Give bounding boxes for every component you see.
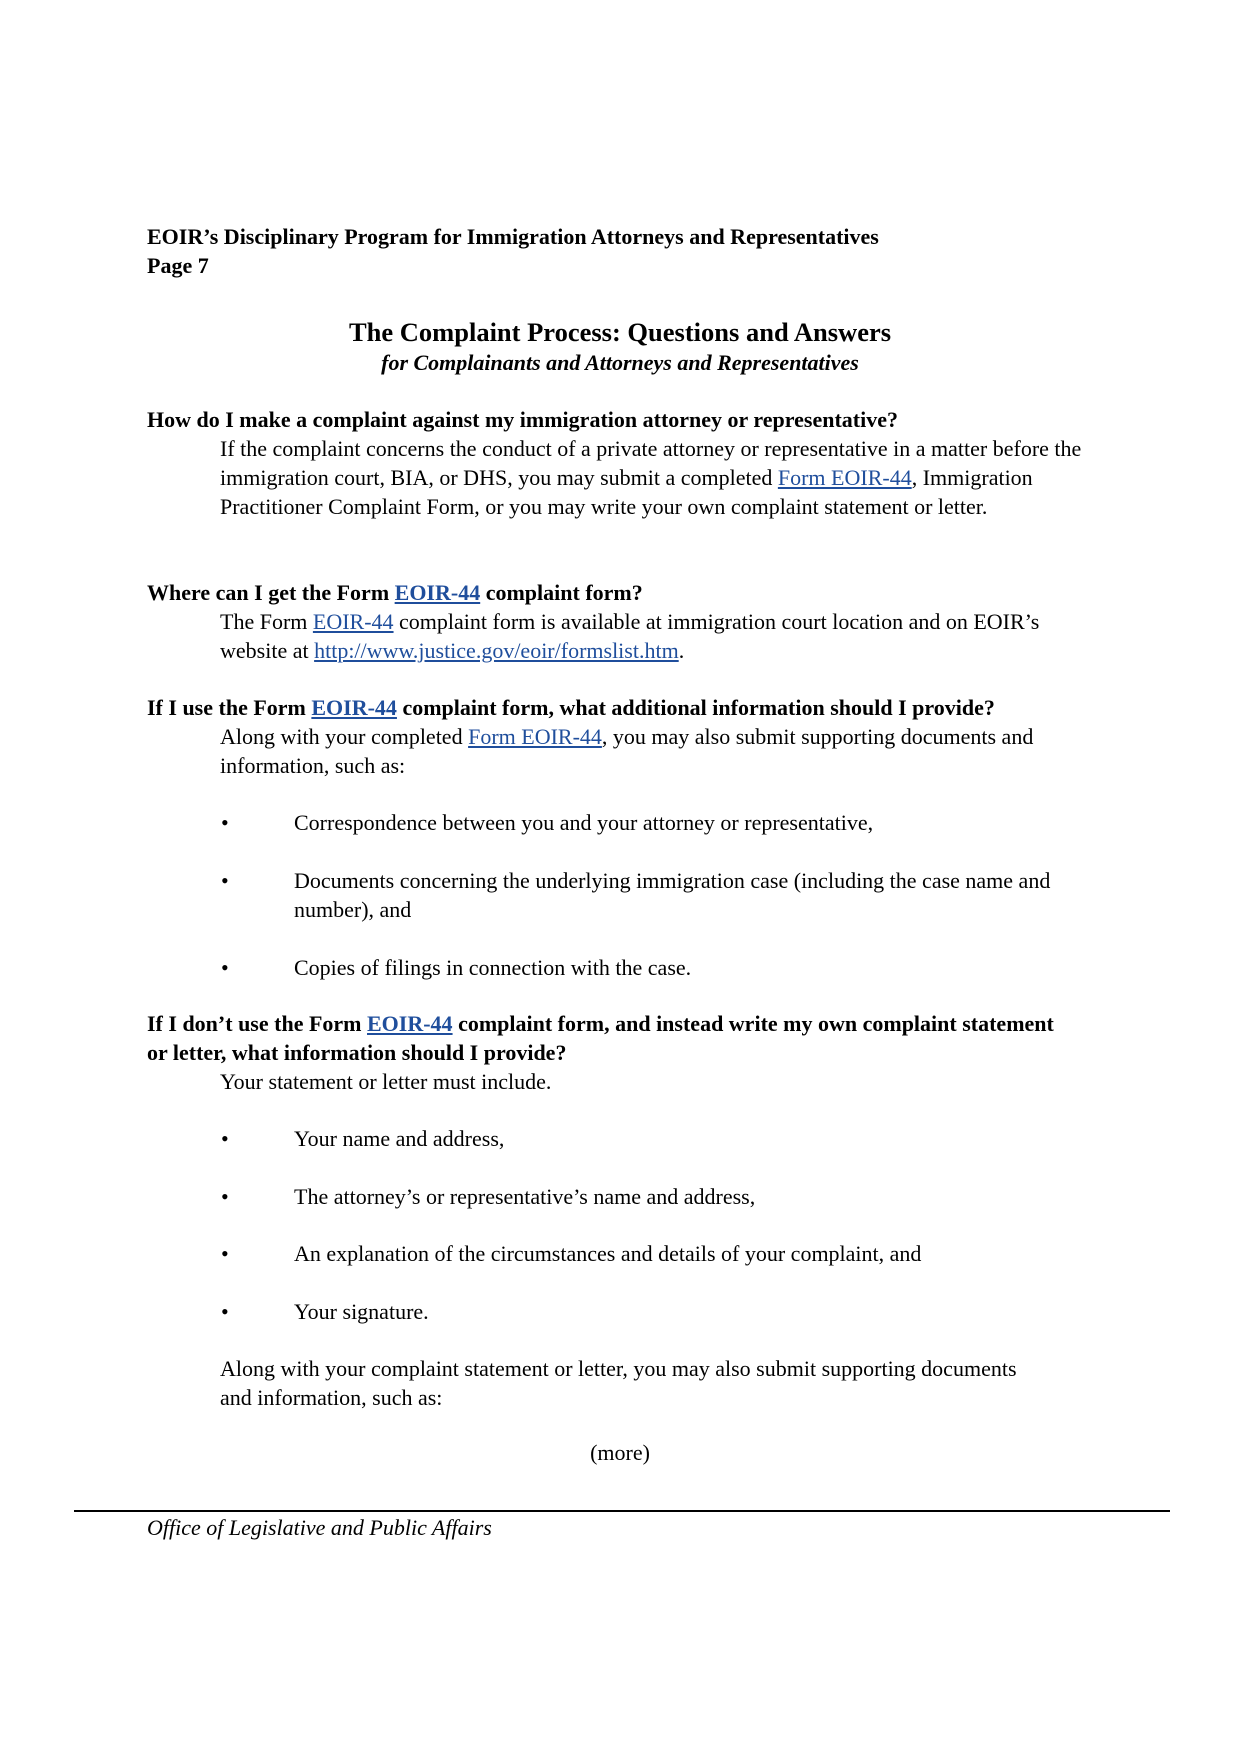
- list-item-text: Documents concerning the underlying immigration case (including the case name and number), and: [294, 868, 1051, 922]
- question-text-part: If I don’t use the Form: [147, 1011, 367, 1036]
- answer-text: [220, 434, 1100, 521]
- answer-text-part: , Immigration Practitioner Complaint Form, or you may write your own complaint statement or letter.: [220, 465, 1033, 519]
- closing-text: Along with your complaint statement or letter, you may also submit supporting documents and information, such as:: [220, 1356, 1017, 1410]
- forms-list-url-link[interactable]: http://www.justice.gov/eoir/formslist.htm: [314, 638, 679, 663]
- bullet-glyph: •: [221, 1184, 229, 1209]
- list-item-text: An explanation of the circumstances and details of your complaint, and: [294, 1241, 922, 1266]
- eoir-44-link[interactable]: EOIR-44: [311, 695, 397, 720]
- question-text-part: complaint form?: [480, 580, 643, 605]
- page-subtitle: for Complainants and Attorneys and Representatives: [381, 350, 859, 375]
- question-text-part: Where can I get the Form: [147, 580, 395, 605]
- form-eoir-44-link[interactable]: Form EOIR-44: [468, 724, 602, 749]
- qa-additional-info: [147, 693, 1097, 982]
- form-eoir-44-link[interactable]: Form EOIR-44: [777, 465, 912, 490]
- footer-divider: [74, 1510, 1170, 1512]
- bullet-glyph: •: [221, 810, 229, 835]
- list-item: [221, 1297, 1097, 1326]
- page-header: [147, 222, 879, 280]
- list-item-text: Your signature.: [294, 1299, 429, 1324]
- bullet-glyph: •: [221, 1126, 229, 1151]
- list-item: [221, 866, 1104, 924]
- answer-text: [220, 722, 1100, 780]
- qa-own-statement: [147, 1009, 1097, 1412]
- question-heading: [147, 578, 1097, 607]
- answer-text: Your statement or letter must include.: [220, 1069, 552, 1094]
- list-item: [221, 953, 1097, 982]
- bullet-glyph: •: [221, 868, 229, 893]
- question-text-part: complaint form, and instead write my own complaint statement or letter, what information should I provide?: [147, 1011, 1054, 1065]
- eoir-44-link[interactable]: EOIR-44: [394, 580, 481, 605]
- qa-get-form: [147, 578, 1097, 665]
- question-text-part: If I use the Form: [147, 695, 312, 720]
- page-title: The Complaint Process: Questions and Answers: [348, 317, 892, 347]
- list-item-text: Correspondence between you and your attorney or representative,: [294, 810, 874, 835]
- header-title: EOIR’s Disciplinary Program for Immigration Attorneys and Representatives: [147, 224, 879, 249]
- list-item-text: The attorney’s or representative’s name and address,: [294, 1184, 756, 1209]
- bullet-glyph: •: [221, 955, 229, 980]
- question-heading: How do I make a complaint against my immigration attorney or representative?: [147, 407, 898, 432]
- page-footer: Office of Legislative and Public Affairs: [147, 1515, 492, 1540]
- answer-text: [220, 607, 1100, 665]
- answer-text-part: , you may also submit supporting documents and information, such as:: [220, 724, 1034, 778]
- list-item-text: Your name and address,: [294, 1126, 505, 1151]
- continued-marker: (more): [590, 1440, 650, 1465]
- answer-text-part: complaint form is available at immigration court location and on EOIR’s website at: [220, 609, 1040, 663]
- list-item-text: Copies of filings in connection with the case.: [294, 955, 692, 980]
- title-block: [0, 316, 1240, 378]
- answer-text-part: .: [678, 638, 685, 663]
- qa-make-complaint: [147, 405, 1097, 521]
- answer-text-part: If the complaint concerns the conduct of a private attorney or representative in a matter before the immigration court, BIA, or DHS, you may submit a completed: [220, 436, 1082, 490]
- answer-text-part: The Form: [220, 609, 313, 634]
- bullet-glyph: •: [221, 1299, 229, 1324]
- list-item: [221, 1239, 1097, 1268]
- bullet-glyph: •: [221, 1241, 229, 1266]
- list-item: [221, 808, 1097, 837]
- question-text-part: complaint form, what additional information should I provide?: [396, 695, 995, 720]
- question-heading: [147, 1009, 1077, 1067]
- eoir-44-link[interactable]: EOIR-44: [367, 1011, 453, 1036]
- question-heading: [147, 693, 1097, 722]
- list-item: [221, 1124, 1097, 1153]
- answer-text-part: Along with your completed: [220, 724, 469, 749]
- header-page-number: Page 7: [147, 253, 209, 278]
- eoir-44-link[interactable]: EOIR-44: [312, 609, 394, 634]
- list-item: [221, 1182, 1097, 1211]
